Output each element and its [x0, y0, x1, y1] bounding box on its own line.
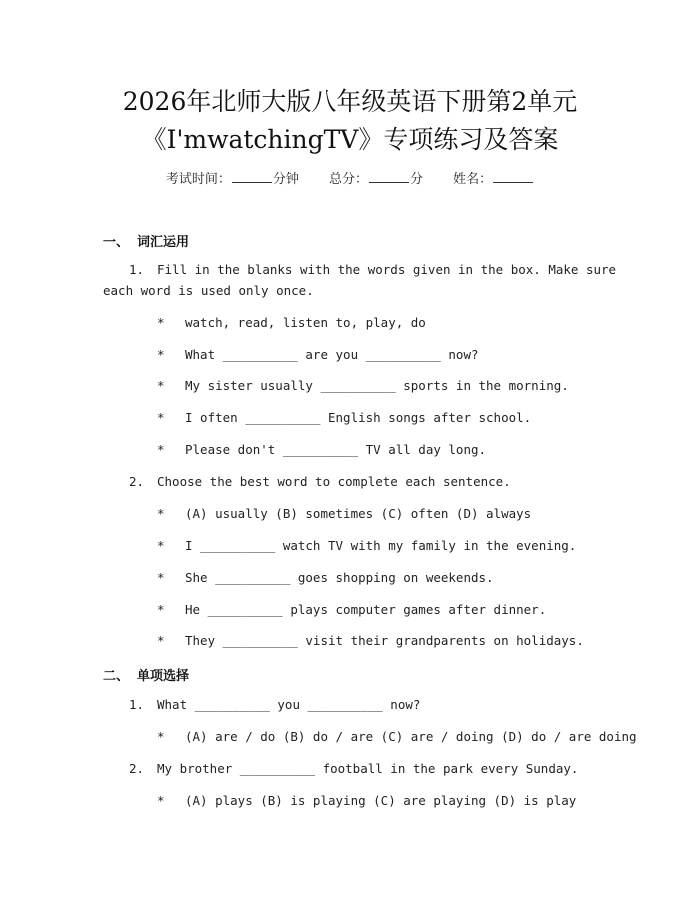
- list-item: [157, 442, 486, 457]
- list-item: [157, 347, 479, 362]
- score-blank: [369, 170, 409, 183]
- bullet-star: *: [157, 315, 165, 330]
- section-2-number: 二、: [103, 669, 130, 684]
- list-item-text: (A) usually (B) sometimes (C) often (D) always: [185, 506, 532, 521]
- section-1-title: 词汇运用: [137, 235, 190, 250]
- score-field: [329, 172, 423, 187]
- name-field: [453, 172, 534, 187]
- bullet-star: *: [157, 633, 165, 648]
- exam-time-unit: 分钟: [272, 172, 299, 187]
- question-1-2: [129, 474, 511, 489]
- list-item: [157, 315, 426, 330]
- question-1-1: [129, 262, 616, 277]
- name-blank: [493, 170, 533, 183]
- bullet-star: *: [157, 442, 165, 457]
- bullet-star: *: [157, 506, 165, 521]
- page-title-line1: 2026年北师大版八年级英语下册第2单元: [122, 87, 578, 116]
- question-text: Choose the best word to complete each sentence.: [157, 474, 511, 489]
- list-item-text: I __________ watch TV with my family in the evening.: [185, 538, 577, 553]
- list-item: [157, 506, 531, 521]
- list-item: [157, 793, 576, 808]
- question-text: What __________ you __________ now?: [157, 697, 421, 712]
- question-2-2: [129, 761, 578, 776]
- list-item: [157, 538, 576, 553]
- bullet-star: *: [157, 347, 165, 362]
- score-unit: 分: [410, 172, 424, 187]
- list-item: [157, 729, 637, 744]
- list-item: [157, 410, 531, 425]
- list-item-text: Please don't __________ TV all day long.: [185, 442, 487, 457]
- list-item-text: They __________ visit their grandparents on holidays.: [185, 633, 584, 648]
- section-1-heading: [103, 231, 189, 250]
- list-item-text: She __________ goes shopping on weekends.: [185, 570, 494, 585]
- list-item: [157, 602, 546, 617]
- page-title-line2: 《I'mwatchingTV》专项练习及答案: [141, 125, 559, 154]
- section-2-heading: [103, 665, 189, 684]
- exam-time-blank: [232, 170, 272, 183]
- question-number: 2.: [129, 474, 145, 489]
- list-item: [157, 633, 584, 648]
- list-item-text: (A) are / do (B) do / are (C) are / doing (D) do / are doing: [185, 729, 637, 744]
- list-item-text: watch, read, listen to, play, do: [185, 315, 426, 330]
- section-2-title: 单项选择: [137, 669, 190, 684]
- bullet-star: *: [157, 729, 165, 744]
- bullet-star: *: [157, 378, 165, 393]
- list-item-text: He __________ plays computer games after dinner.: [185, 602, 547, 617]
- exam-time-label: 考试时间：: [165, 172, 231, 187]
- bullet-star: *: [157, 410, 165, 425]
- name-label: 姓名：: [453, 172, 493, 187]
- score-label: 总分：: [328, 172, 368, 187]
- question-number: 2.: [129, 761, 145, 776]
- bullet-star: *: [157, 793, 165, 808]
- question-text: Fill in the blanks with the words given in the box. Make sure: [157, 262, 617, 277]
- question-1-1-continued: each word is used only once.: [103, 283, 314, 298]
- question-number: 1.: [129, 697, 145, 712]
- section-1-number: 一、: [103, 235, 130, 250]
- question-number: 1.: [129, 262, 145, 277]
- list-item: [157, 378, 569, 393]
- list-item-text: What __________ are you __________ now?: [185, 347, 479, 362]
- bullet-star: *: [157, 602, 165, 617]
- question-text: My brother __________ football in the park every Sunday.: [157, 761, 579, 776]
- list-item-text: My sister usually __________ sports in the morning.: [185, 378, 569, 393]
- list-item-text: I often __________ English songs after school.: [185, 410, 532, 425]
- bullet-star: *: [157, 538, 165, 553]
- bullet-star: *: [157, 570, 165, 585]
- exam-time-field: [166, 172, 299, 187]
- question-2-1: [129, 697, 420, 712]
- exam-info: [0, 168, 700, 187]
- list-item: [157, 570, 494, 585]
- list-item-text: (A) plays (B) is playing (C) are playing (D) is play: [185, 793, 577, 808]
